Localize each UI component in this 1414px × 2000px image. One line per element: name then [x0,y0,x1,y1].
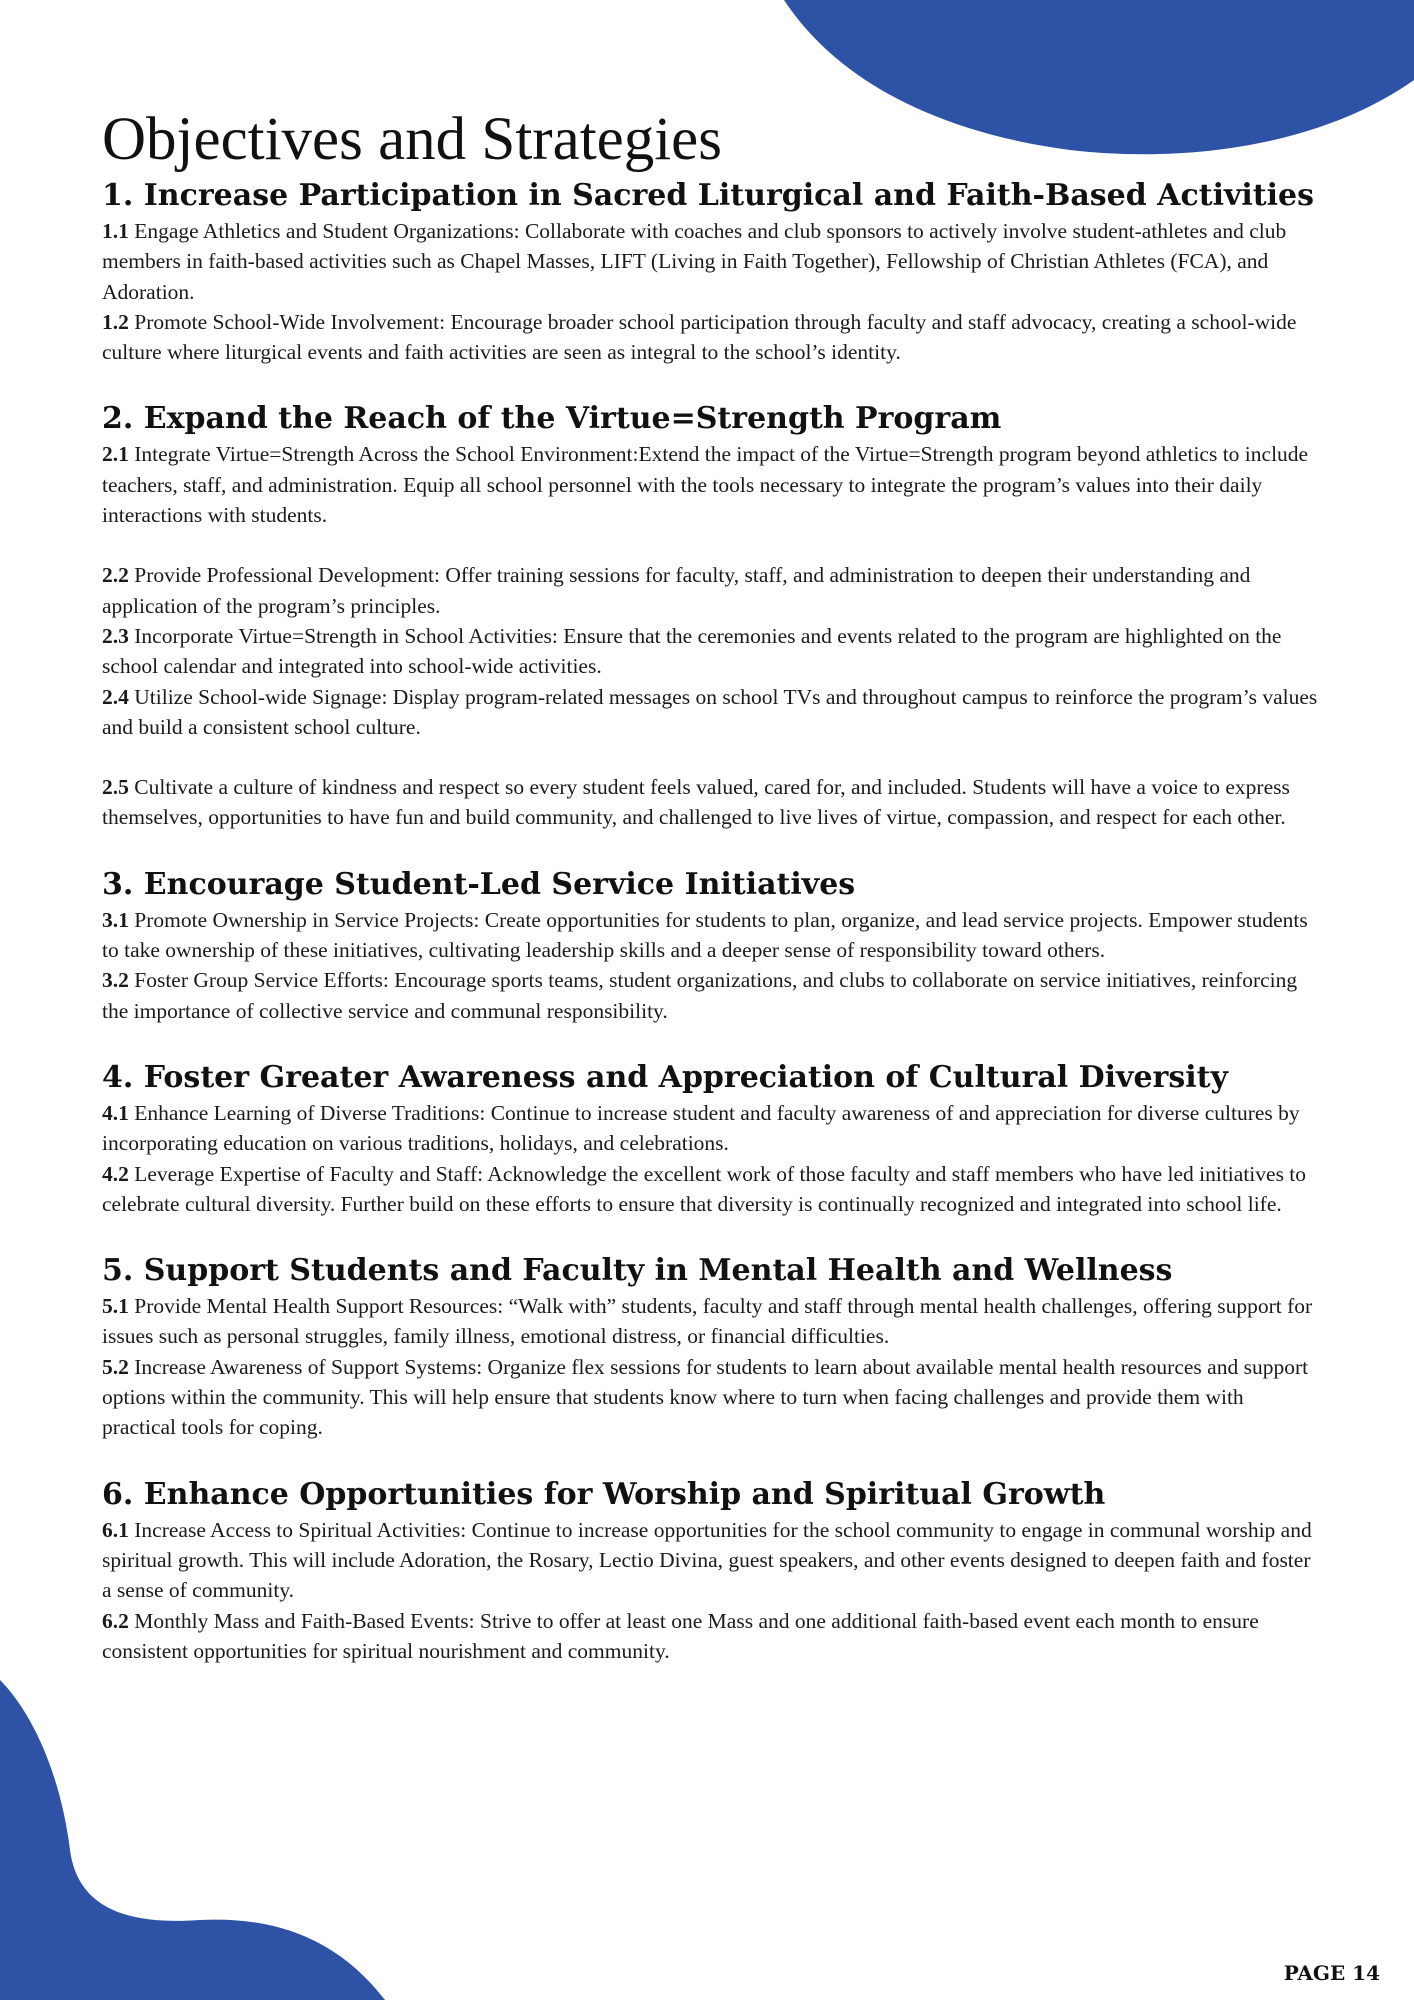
item-number: 2.4 [102,684,129,709]
decorative-blob-bottom [0,1680,400,2000]
item-number: 1.1 [102,219,129,243]
objective-item [102,560,1322,621]
item-number: 2.3 [102,623,129,648]
section-heading: 5. Support Students and Faculty in Mental Health and Wellness [102,1253,1173,1289]
item-number: 1.2 [102,309,129,334]
item-number: 4.1 [102,1100,129,1125]
item-number: 3.1 [102,907,129,932]
objective-item [102,1098,1322,1159]
item-text: Utilize School-wide Signage: Display program-related messages on school TVs and throughout campus to reinforce the program’s values and build a consistent school culture. [102,684,1318,739]
objective-item [102,1515,1322,1606]
section-heading: 1. Increase Participation in Sacred Liturgical and Faith-Based Activities [102,178,1315,213]
item-text: Increase Access to Spiritual Activities: Continue to increase opportunities for the school community to engage in communal worship and spiritual growth. This will include Adoration, the Rosary, Lectio Divina, guest speakers, and other events designed to deepen faith and foster a sense of community. [102,1517,1312,1603]
item-text: Increase Awareness of Support Systems: Organize flex sessions for students to learn about available mental health resources and support options within the community. This will help ensure that students know where to turn when facing challenges and provide them with practical tools for coping. [102,1354,1309,1440]
item-number: 6.1 [102,1517,129,1542]
page-number: PAGE 14 [1283,1961,1380,1985]
item-text: Integrate Virtue=Strength Across the School Environment:Extend the impact of the Virtue=Strength program beyond athletics to include teachers, staff, and administration. Equip all school personnel with the tools necessary to integrate the program’s values into their daily interactions with students. [102,442,1309,528]
objective-item [102,1352,1322,1443]
item-text: Provide Professional Development: Offer training sessions for faculty, staff, and administration to deepen their understanding and application of the program’s principles. [102,563,1251,618]
section-4 [102,1058,1322,1219]
objective-item [102,216,1322,307]
item-number: 2.5 [102,775,129,800]
objective-item [102,965,1322,1026]
item-text: Leverage Expertise of Faculty and Staff: Acknowledge the excellent work of those faculty and staff members who have led initiatives to celebrate cultural diversity. Further build on these efforts to ensure that diversity is continually recognized and integrated into school life. [102,1161,1307,1216]
page-title: Objectives and Strategies [102,106,722,173]
item-number: 5.2 [102,1354,129,1379]
item-number: 4.2 [102,1161,129,1186]
objective-item [102,439,1322,530]
section-1 [102,176,1322,367]
section-2 [102,399,1322,832]
item-text: Promote School-Wide Involvement: Encourage broader school participation through faculty and staff advocacy, creating a school-wide culture where liturgical events and faith activities are seen as integral to the school’s identity. [102,309,1297,365]
item-text: Engage Athletics and Student Organizations: Collaborate with coaches and club sponsors to actively involve student-athletes and club members in faith-based activities such as Chapel Masses, LIFT (Living in Faith Together), Fellowship of Christian Athletes (FCA), and Adoration. [102,219,1287,304]
section-heading: 3. Encourage Student-Led Service Initiatives [102,866,856,902]
objective-item [102,1159,1322,1220]
objective-item [102,682,1322,743]
item-number: 5.1 [102,1294,129,1319]
item-text: Incorporate Virtue=Strength in School Activities: Ensure that the ceremonies and events related to the program are highlighted on the school calendar and integrated into school-wide activities. [102,623,1282,679]
section-3 [102,865,1322,1026]
objective-item [102,905,1322,966]
objective-item [102,1291,1322,1352]
item-text: Promote Ownership in Service Projects: Create opportunities for students to plan, organize, and lead service projects. Empower students to take ownership of these initiatives, cultivating leadership skills and a deeper sense of responsibility toward others. [102,907,1308,963]
section-heading: 6. Enhance Opportunities for Worship and Spiritual Growth [102,1476,1106,1512]
objective-item [102,307,1322,368]
item-number: 6.2 [102,1608,129,1633]
item-text: Provide Mental Health Support Resources: “Walk with” students, faculty and staff through mental health challenges, offering support for issues such as personal struggles, family illness, emotional distress, or financial difficulties. [102,1294,1313,1349]
objective-item [102,772,1322,833]
section-6 [102,1475,1322,1666]
item-number: 2.2 [102,563,129,588]
item-text: Enhance Learning of Diverse Traditions: Continue to increase student and faculty awareness of and appreciation for diverse cultures by incorporating education on various traditions, holidays, and celebrations. [102,1100,1300,1156]
item-text: Monthly Mass and Faith-Based Events: Strive to offer at least one Mass and one additional faith-based event each month to ensure consistent opportunities for spiritual nourishment and community. [102,1608,1259,1663]
section-heading: 2. Expand the Reach of the Virtue=Strength Program [102,401,1002,437]
item-number: 3.2 [102,968,129,993]
objective-item [102,621,1322,682]
section-5 [102,1251,1322,1442]
objective-item [102,1606,1322,1667]
page-content [102,104,1322,1666]
section-heading: 4. Foster Greater Awareness and Appreciation of Cultural Diversity [102,1059,1228,1095]
item-text: Foster Group Service Efforts: Encourage sports teams, student organizations, and clubs to collaborate on service initiatives, reinforcing the importance of collective service and communal responsibility. [102,968,1298,1023]
item-text: Cultivate a culture of kindness and respect so every student feels valued, cared for, and included. Students will have a voice to express themselves, opportunities to have fun and build community, and challenged to live lives of virtue, compassion, and respect for each other. [102,775,1290,830]
item-number: 2.1 [102,442,129,467]
